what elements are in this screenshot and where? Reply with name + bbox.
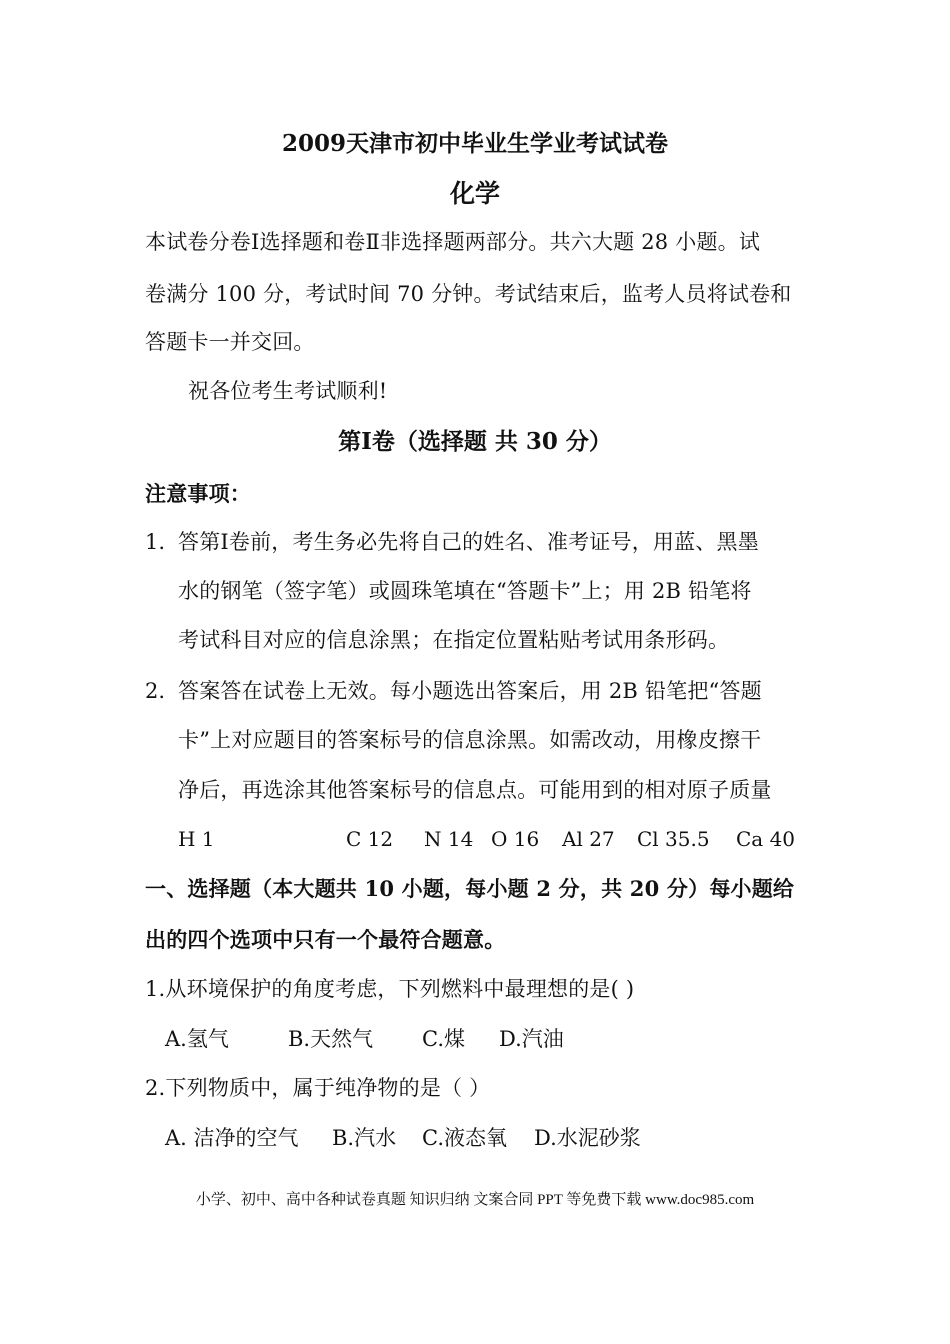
atomic-mass-n: N 14 xyxy=(424,827,474,851)
question-1-stem: 1.从环境保护的角度考虑，下列燃料中最理想的是( ) xyxy=(145,977,635,1001)
atomic-mass-al: Al 27 xyxy=(562,827,615,851)
intro-wish: 祝各位考生考试顺利! xyxy=(188,379,388,403)
question-2-option-a: A. 洁净的空气 xyxy=(165,1126,299,1150)
question-1-option-b: B.天然气 xyxy=(288,1027,374,1051)
atomic-mass-ca: Ca 40 xyxy=(736,827,796,851)
part1-heading-line-1: 一、选择题（本大题共 10 小题，每小题 2 分，共 20 分）每小题给 xyxy=(145,876,795,901)
question-2-option-c: C.液态氧 xyxy=(422,1126,507,1150)
notice-2-number: 2. xyxy=(145,679,166,703)
question-2-stem: 2.下列物质中，属于纯净物的是（ ） xyxy=(145,1076,491,1100)
exam-title: 2009天津市初中毕业生学业考试试卷 xyxy=(281,130,668,157)
question-1-option-c: C.煤 xyxy=(422,1027,465,1051)
footer-text: 小学、初中、高中各种试卷真题 知识归纳 文案合同 PPT 等免费下载 www.doc985.com xyxy=(195,1192,755,1208)
notice-1-line-2: 水的钢笔（签字笔）或圆珠笔填在“答题卡”上；用 2B 铅笔将 xyxy=(178,579,752,603)
question-2-option-b: B.汽水 xyxy=(332,1126,397,1150)
intro-line-2: 卷满分 100 分，考试时间 70 分钟。考试结束后，监考人员将试卷和 xyxy=(145,282,792,306)
question-1-option-a: A.氢气 xyxy=(165,1027,229,1051)
notice-1-number: 1. xyxy=(145,530,166,554)
notice-1-line-1: 答第Ⅰ卷前，考生务必先将自己的姓名、准考证号，用蓝、黑墨 xyxy=(178,530,759,554)
part1-heading-line-2: 出的四个选项中只有一个最符合题意。 xyxy=(145,927,506,952)
intro-line-1: 本试卷分卷Ⅰ选择题和卷Ⅱ非选择题两部分。共六大题 28 小题。试 xyxy=(145,230,761,254)
subject-title: 化学 xyxy=(449,179,500,208)
intro-line-3: 答题卡一并交回。 xyxy=(145,330,315,354)
notice-2-line-2: 卡”上对应题目的答案标号的信息涂黑。如需改动，用橡皮擦干 xyxy=(178,728,762,752)
atomic-mass-c: C 12 xyxy=(346,827,394,851)
notice-2-line-3: 净后，再选涂其他答案标号的信息点。可能用到的相对原子质量 xyxy=(178,778,772,802)
question-2-option-d: D.水泥砂浆 xyxy=(534,1126,641,1150)
question-1-option-d: D.汽油 xyxy=(499,1027,564,1051)
atomic-mass-cl: Cl 35.5 xyxy=(637,827,710,851)
notice-1-line-3: 考试科目对应的信息涂黑；在指定位置粘贴考试用条形码。 xyxy=(178,628,730,652)
atomic-mass-o: O 16 xyxy=(491,827,540,851)
section-title: 第Ⅰ卷（选择题 共 30 分） xyxy=(338,428,612,455)
atomic-mass-h: H 1 xyxy=(178,827,215,851)
notice-2-line-1: 答案答在试卷上无效。每小题选出答案后，用 2B 铅笔把“答题 xyxy=(178,679,762,703)
notice-heading: 注意事项： xyxy=(145,481,251,506)
